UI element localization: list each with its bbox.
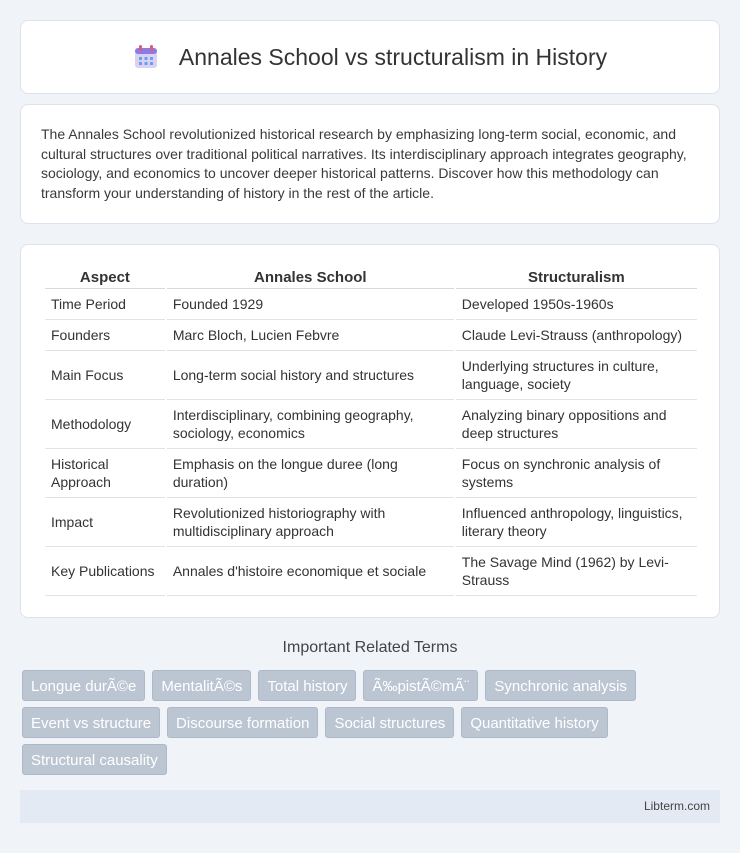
term-tag[interactable]: Synchronic analysis [485, 670, 636, 701]
related-terms-list [22, 670, 722, 781]
cell-structuralism: Underlying structures in culture, language, society [456, 351, 697, 400]
table-row [45, 547, 697, 596]
cell-annales: Emphasis on the longue duree (long duration) [167, 449, 454, 498]
term-tag[interactable]: Quantitative history [461, 707, 607, 738]
term-tag[interactable]: MentalitÃ©s [152, 670, 251, 701]
table-row [45, 400, 697, 449]
footer-link[interactable]: Libterm.com [643, 799, 710, 813]
cell-structuralism: Influenced anthropology, linguistics, literary theory [456, 498, 697, 547]
cell-aspect: Key Publications [45, 547, 165, 596]
comparison-table [43, 265, 699, 596]
cell-aspect: Methodology [45, 400, 165, 449]
intro-text: The Annales School revolutionized historical research by emphasizing long-term social, economic, and cultural structures over traditional political narratives. Its interdisciplinary approach integrates geography, sociology, and economics to uncover deeper historical patterns. Discover how this methodology can transform your understanding of history in the rest of the article. [41, 126, 687, 201]
cell-annales: Revolutionized historiography with multidisciplinary approach [167, 498, 454, 547]
table-row [45, 320, 697, 351]
related-terms-title: Important Related Terms [282, 639, 458, 656]
table-row [45, 351, 697, 400]
table-header-row [45, 265, 697, 289]
term-tag[interactable]: Ã‰pistÃ©mÃ¨ [363, 670, 478, 701]
header-annales: Annales School [167, 265, 454, 289]
cell-aspect: Time Period [45, 289, 165, 320]
cell-aspect: Founders [45, 320, 165, 351]
term-tag[interactable]: Structural causality [22, 744, 167, 775]
cell-annales: Founded 1929 [167, 289, 454, 320]
page-title: Annales School vs structuralism in History [178, 43, 608, 70]
table-row [45, 289, 697, 320]
header-aspect: Aspect [45, 265, 165, 289]
intro-card [20, 104, 720, 224]
term-tag[interactable]: Total history [258, 670, 356, 701]
cell-structuralism: The Savage Mind (1962) by Levi-Strauss [456, 547, 697, 596]
cell-structuralism: Analyzing binary oppositions and deep structures [456, 400, 697, 449]
cell-structuralism: Claude Levi-Strauss (anthropology) [456, 320, 697, 351]
footer [20, 790, 720, 823]
comparison-card [20, 244, 720, 618]
term-tag[interactable]: Discourse formation [167, 707, 318, 738]
cell-annales: Long-term social history and structures [167, 351, 454, 400]
header-structuralism: Structuralism [456, 265, 697, 289]
table-row [45, 498, 697, 547]
cell-annales: Annales d'histoire economique et sociale [167, 547, 454, 596]
term-tag[interactable]: Longue durÃ©e [22, 670, 145, 701]
cell-structuralism: Focus on synchronic analysis of systems [456, 449, 697, 498]
cell-aspect: Main Focus [45, 351, 165, 400]
term-tag[interactable]: Event vs structure [22, 707, 160, 738]
term-tag[interactable]: Social structures [325, 707, 454, 738]
header-card [20, 20, 720, 94]
table-row [45, 449, 697, 498]
cell-annales: Marc Bloch, Lucien Febvre [167, 320, 454, 351]
cell-aspect: Impact [45, 498, 165, 547]
calendar-icon [133, 44, 159, 70]
cell-annales: Interdisciplinary, combining geography, sociology, economics [167, 400, 454, 449]
cell-structuralism: Developed 1950s-1960s [456, 289, 697, 320]
cell-aspect: Historical Approach [45, 449, 165, 498]
